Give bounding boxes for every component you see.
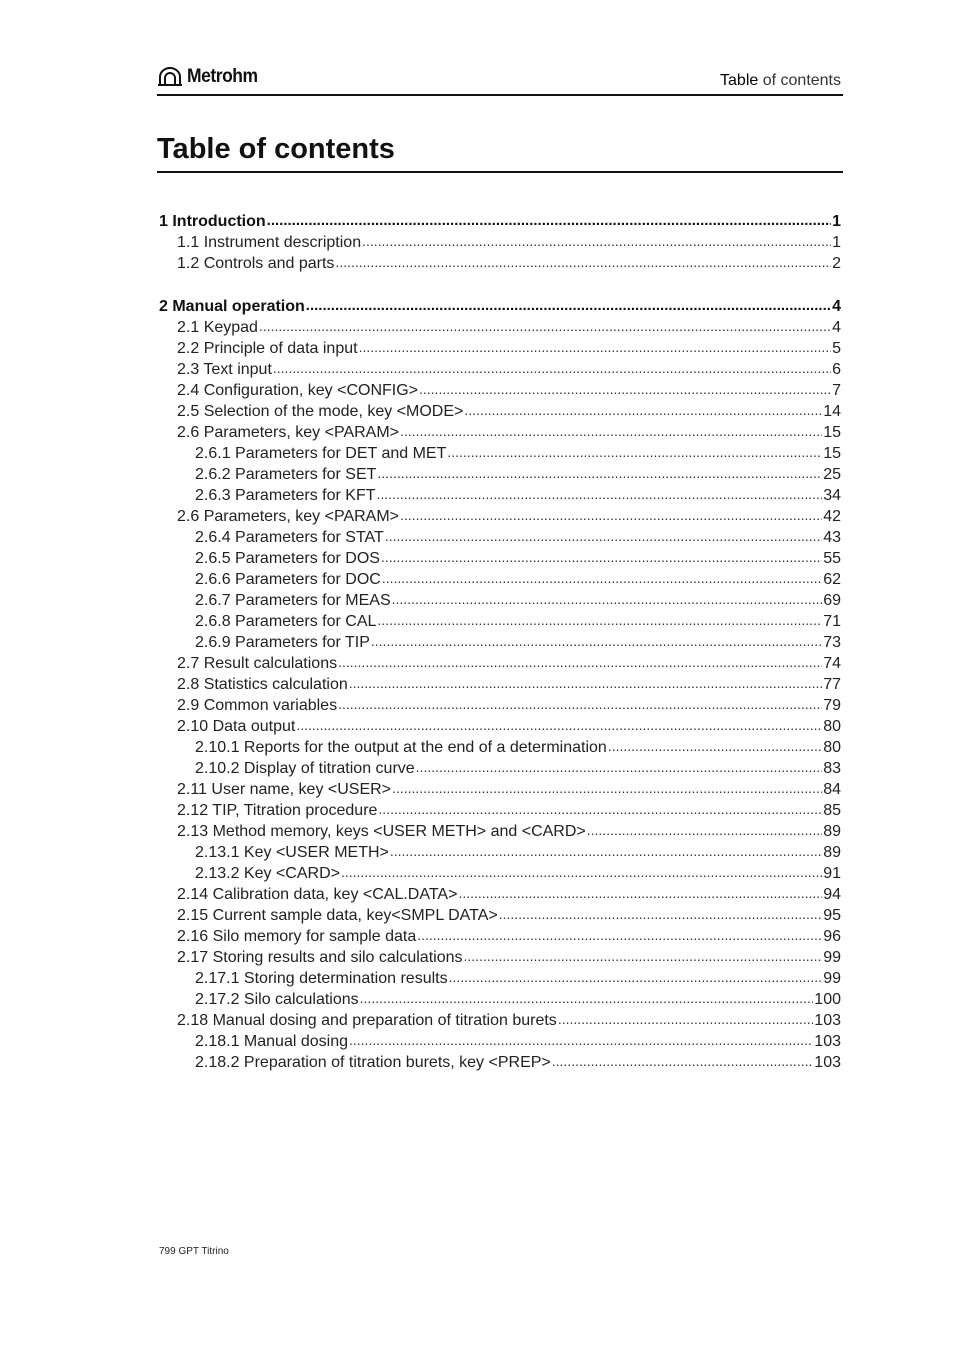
toc-entry[interactable] (159, 529, 841, 550)
metrohm-logo-icon (157, 67, 183, 87)
toc-entry-label: 2.11 User name, key <USER> (177, 781, 392, 798)
toc-leader-dots (385, 528, 822, 544)
toc-leader-dots (377, 486, 823, 502)
toc-entry-page: 94 (823, 886, 841, 903)
toc-entry-page: 15 (823, 424, 841, 441)
running-header (720, 72, 841, 90)
toc-entry-label: 1.2 Controls and parts (177, 255, 335, 272)
toc-entry-page: 25 (823, 466, 841, 483)
toc-entry[interactable] (159, 1012, 841, 1033)
toc-leader-dots (360, 990, 814, 1006)
toc-leader-dots (362, 233, 831, 249)
toc-entry-label: 2.6.9 Parameters for TIP (195, 634, 370, 651)
toc-leader-dots (381, 549, 822, 565)
toc-entry-page: 96 (823, 928, 841, 945)
toc-leader-dots (464, 402, 822, 418)
toc-leader-dots (306, 297, 831, 314)
toc-entry-page: 42 (823, 508, 841, 525)
toc-entry[interactable] (159, 676, 841, 697)
toc-entry-label: 2.4 Configuration, key <CONFIG> (177, 382, 418, 399)
toc-leader-dots (608, 738, 822, 754)
toc-entry[interactable] (159, 466, 841, 487)
toc-entry[interactable] (159, 403, 841, 424)
toc-entry-label: 2.16 Silo memory for sample data (177, 928, 417, 945)
toc-entry-page: 2 (832, 255, 841, 272)
toc-entry-label: 2.10.2 Display of titration curve (195, 760, 415, 777)
toc-entry[interactable] (159, 487, 841, 508)
toc-entry-page: 103 (814, 1054, 841, 1071)
toc-leader-dots (267, 212, 831, 229)
toc-entry[interactable] (159, 571, 841, 592)
toc-entry[interactable] (159, 865, 841, 886)
toc-entry-label: 2.5 Selection of the mode, key <MODE> (177, 403, 464, 420)
running-header-strong: Table (720, 72, 759, 89)
toc-leader-dots (392, 591, 823, 607)
toc-entry-label: 2.9 Common variables (177, 697, 338, 714)
toc-leader-dots (392, 780, 822, 796)
toc-entry-page: 69 (823, 592, 841, 609)
toc-leader-dots (558, 1011, 813, 1027)
brand-logo (157, 66, 264, 88)
toc-entry[interactable] (159, 718, 841, 739)
toc-entry-page: 1 (832, 234, 841, 251)
toc-leader-dots (416, 759, 823, 775)
toc-entry[interactable] (159, 550, 841, 571)
toc-entry[interactable] (159, 255, 841, 276)
table-of-contents (159, 213, 841, 1075)
toc-leader-dots (377, 612, 822, 628)
toc-entry-label: 2.17.1 Storing determination results (195, 970, 448, 987)
page-footer: 799 GPT Titrino (159, 1246, 229, 1257)
toc-entry-label: 2.8 Statistics calculation (177, 676, 348, 693)
toc-entry-label: 2.14 Calibration data, key <CAL.DATA> (177, 886, 458, 903)
toc-leader-dots (335, 254, 831, 270)
toc-entry[interactable] (159, 1054, 841, 1075)
toc-entry-label: 2.6.7 Parameters for MEAS (195, 592, 391, 609)
toc-entry-label: 2.7 Result calculations (177, 655, 338, 672)
toc-entry[interactable] (159, 802, 841, 823)
toc-entry[interactable] (159, 508, 841, 529)
toc-entry-label: 2.13 Method memory, keys <USER METH> and <CARD> (177, 823, 586, 840)
toc-entry[interactable] (159, 634, 841, 655)
toc-entry-page: 83 (823, 760, 841, 777)
toc-entry-page: 55 (823, 550, 841, 567)
toc-entry-page: 73 (823, 634, 841, 651)
toc-leader-dots (259, 318, 831, 334)
toc-entry[interactable] (159, 340, 841, 361)
toc-entry-label: 2.17.2 Silo calculations (195, 991, 359, 1008)
toc-leader-dots (382, 570, 822, 586)
page-title: Table of contents (157, 131, 843, 173)
toc-leader-dots (378, 801, 822, 817)
toc-entry-page: 85 (823, 802, 841, 819)
toc-entry-page: 91 (823, 865, 841, 882)
toc-entry-label: 2.18 Manual dosing and preparation of titration burets (177, 1012, 557, 1029)
toc-leader-dots (296, 717, 822, 733)
toc-leader-dots (338, 654, 822, 670)
toc-entry-label: 2.13.2 Key <CARD> (195, 865, 340, 882)
toc-entry[interactable] (159, 823, 841, 844)
toc-entry-label: 2.3 Text input (177, 361, 272, 378)
toc-entry-label: 1 Introduction (159, 213, 266, 230)
toc-entry[interactable] (159, 592, 841, 613)
toc-entry-label: 2.6.1 Parameters for DET and MET (195, 445, 447, 462)
toc-entry[interactable] (159, 319, 841, 340)
toc-leader-dots (338, 696, 822, 712)
toc-entry[interactable] (159, 445, 841, 466)
toc-entry-label: 2.10 Data output (177, 718, 296, 735)
toc-entry[interactable] (159, 970, 841, 991)
toc-leader-dots (371, 633, 822, 649)
toc-leader-dots (417, 927, 822, 943)
toc-entry[interactable] (159, 760, 841, 781)
toc-entry-label: 2.6.5 Parameters for DOS (195, 550, 380, 567)
toc-entry[interactable] (159, 613, 841, 634)
page-header (157, 66, 843, 96)
toc-entry-page: 7 (832, 382, 841, 399)
toc-entry-page: 100 (814, 991, 841, 1008)
toc-entry-page: 80 (823, 718, 841, 735)
toc-entry-page: 6 (832, 361, 841, 378)
toc-entry-page: 79 (823, 697, 841, 714)
toc-entry-label: 2.1 Keypad (177, 319, 258, 336)
toc-entry-page: 89 (823, 844, 841, 861)
toc-entry-page: 1 (832, 213, 841, 230)
toc-entry[interactable] (159, 1033, 841, 1054)
toc-entry-page: 74 (823, 655, 841, 672)
toc-entry-label: 2.13.1 Key <USER METH> (195, 844, 389, 861)
toc-entry[interactable] (159, 928, 841, 949)
toc-entry-page: 89 (823, 823, 841, 840)
toc-entry-page: 4 (832, 298, 841, 315)
toc-entry-label: 2.6.4 Parameters for STAT (195, 529, 384, 546)
toc-entry-label: 2.6 Parameters, key <PARAM> (177, 508, 400, 525)
toc-leader-dots (552, 1053, 814, 1069)
toc-entry-label: 2.18.2 Preparation of titration burets, key <PREP> (195, 1054, 551, 1071)
toc-entry[interactable] (159, 424, 841, 445)
toc-entry-page: 43 (823, 529, 841, 546)
toc-leader-dots (349, 1032, 813, 1048)
toc-entry-page: 14 (823, 403, 841, 420)
toc-entry-label: 2.12 TIP, Titration procedure (177, 802, 378, 819)
toc-leader-dots (400, 423, 822, 439)
toc-leader-dots (464, 948, 823, 964)
toc-entry[interactable] (159, 949, 841, 970)
toc-entry[interactable] (159, 382, 841, 403)
toc-entry-page: 4 (832, 319, 841, 336)
toc-leader-dots (377, 465, 822, 481)
toc-entry[interactable] (159, 697, 841, 718)
toc-leader-dots (458, 885, 822, 901)
toc-entry-label: 2.18.1 Manual dosing (195, 1033, 348, 1050)
toc-leader-dots (390, 843, 822, 859)
toc-entry-page: 34 (823, 487, 841, 504)
toc-entry-label: 2.2 Principle of data input (177, 340, 358, 357)
toc-leader-dots (349, 675, 822, 691)
toc-entry-page: 62 (823, 571, 841, 588)
toc-entry-page: 99 (823, 949, 841, 966)
toc-entry-label: 2.10.1 Reports for the output at the end of a determination (195, 739, 607, 756)
brand-name: Metrohm (187, 66, 258, 87)
toc-leader-dots (359, 339, 832, 355)
toc-entry-label: 2 Manual operation (159, 298, 305, 315)
toc-entry-page: 84 (823, 781, 841, 798)
toc-entry[interactable] (159, 361, 841, 382)
toc-entry[interactable] (159, 781, 841, 802)
toc-entry-page: 99 (823, 970, 841, 987)
toc-entry-label: 2.6.2 Parameters for SET (195, 466, 377, 483)
toc-entry[interactable] (159, 991, 841, 1012)
toc-leader-dots (273, 360, 831, 376)
toc-entry-label: 2.6.6 Parameters for DOC (195, 571, 381, 588)
toc-entry-label: 1.1 Instrument description (177, 234, 362, 251)
toc-leader-dots (499, 906, 822, 922)
toc-entry-page: 15 (823, 445, 841, 462)
toc-leader-dots (341, 864, 822, 880)
toc-entry[interactable] (159, 655, 841, 676)
toc-entry-label: 2.6.3 Parameters for KFT (195, 487, 376, 504)
running-header-rest: of contents (758, 72, 841, 89)
toc-entry[interactable] (159, 213, 841, 234)
toc-entry-label: 2.17 Storing results and silo calculations (177, 949, 463, 966)
toc-entry[interactable] (159, 886, 841, 907)
toc-entry-page: 5 (832, 340, 841, 357)
toc-entry[interactable] (159, 739, 841, 760)
toc-entry-label: 2.15 Current sample data, key<SMPL DATA> (177, 907, 498, 924)
toc-entry-page: 77 (823, 676, 841, 693)
toc-leader-dots (447, 444, 822, 460)
toc-entry-label: 2.6.8 Parameters for CAL (195, 613, 377, 630)
toc-leader-dots (587, 822, 822, 838)
toc-entry[interactable] (159, 234, 841, 255)
toc-entry-page: 95 (823, 907, 841, 924)
toc-entry-page: 103 (814, 1033, 841, 1050)
toc-leader-dots (400, 507, 822, 523)
toc-entry-page: 71 (823, 613, 841, 630)
toc-leader-dots (419, 381, 831, 397)
toc-entry-page: 103 (814, 1012, 841, 1029)
toc-entry[interactable] (159, 298, 841, 319)
toc-entry-label: 2.6 Parameters, key <PARAM> (177, 424, 400, 441)
toc-leader-dots (449, 969, 823, 985)
toc-entry[interactable] (159, 844, 841, 865)
toc-entry-page: 80 (823, 739, 841, 756)
toc-entry[interactable] (159, 907, 841, 928)
